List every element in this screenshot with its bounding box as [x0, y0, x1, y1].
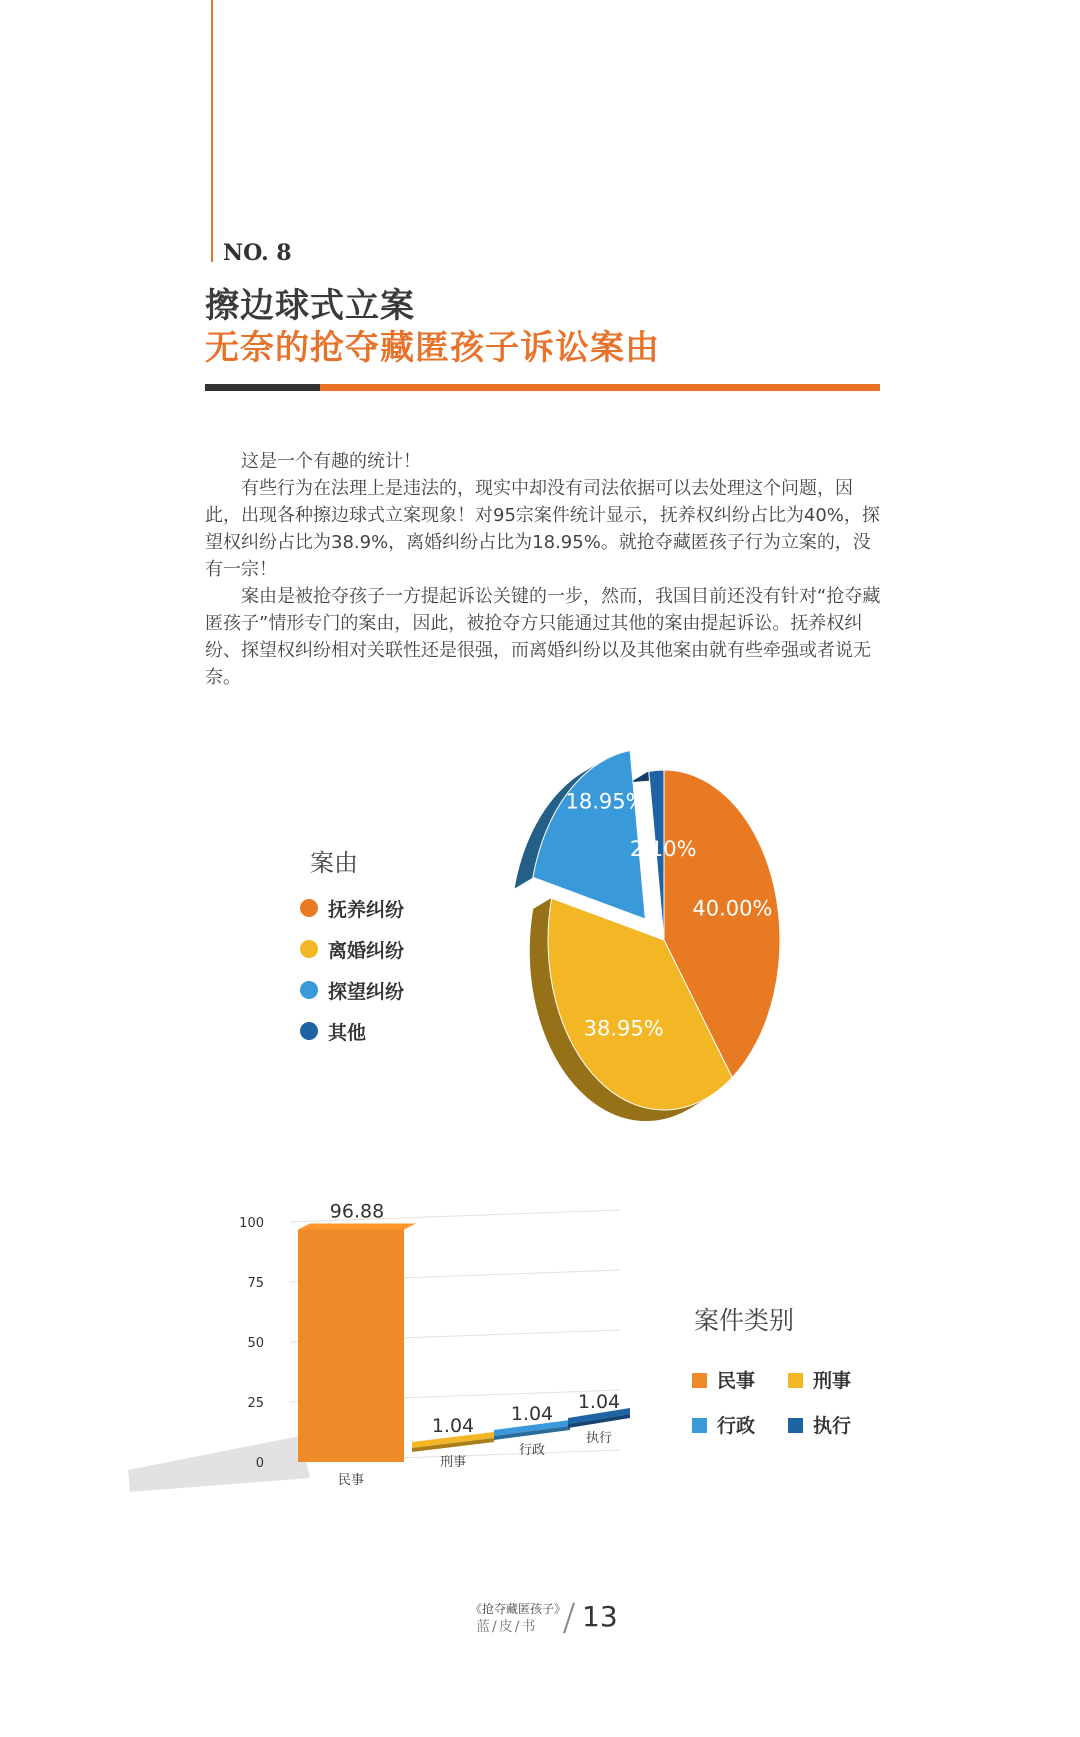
legend-square-icon: [788, 1373, 803, 1388]
bar-top: [298, 1223, 416, 1229]
bar-value-label: 1.04: [577, 1391, 621, 1413]
bar-value-label: 1.04: [431, 1415, 475, 1437]
paragraph-3: 案由是被抢夺孩子一方提起诉讼关键的一步，然而，我国目前还没有针对“抢夺藏匿孩子”情形专门的案由，因此，被抢夺方只能通过其他的案由提起诉讼。抚养权纠纷、探望权纠纷相对关联性还是很强，而离婚纠纷以及其他案由就有些牵强或者说无奈。: [205, 586, 881, 688]
footer-book-title: 《抢夺藏匿孩子》: [470, 1602, 567, 1616]
bar-legend-title: 案件类别: [694, 1306, 795, 1335]
bar: [298, 1229, 404, 1462]
pie-legend-label: 其他: [328, 1022, 367, 1044]
bar-legend-label: 执行: [813, 1415, 852, 1437]
bar-legend-item: [788, 1411, 851, 1438]
legend-square-icon: [692, 1418, 707, 1433]
bar-value-label: 96.88: [329, 1200, 385, 1223]
bar-legend-item: [692, 1411, 755, 1438]
pie-slice-label: 18.95%: [565, 789, 646, 814]
x-tick-label: 民事: [337, 1473, 365, 1488]
y-tick-label: 0: [255, 1456, 264, 1471]
x-tick-label: 行政: [518, 1443, 546, 1458]
bar-legend-label: 民事: [717, 1370, 756, 1392]
pie-legend-title: 案由: [310, 849, 358, 877]
x-tick-label: 刑事: [439, 1455, 467, 1470]
page-subtitle: 无奈的抢夺藏匿孩子诉讼案由: [205, 328, 660, 368]
bar-legend: [692, 1366, 892, 1456]
legend-square-icon: [692, 1373, 707, 1388]
footer-subtitle: 蓝/皮/书: [476, 1619, 538, 1635]
page-footer: [470, 1600, 630, 1640]
page-number: 13: [582, 1600, 618, 1633]
bar-legend-label: 行政: [717, 1415, 756, 1437]
y-tick-label: 25: [247, 1396, 264, 1411]
paragraph-2: 有些行为在法理上是违法的，现实中却没有司法依据可以去处理这个问题，因此，出现各种擦边球式立案现象！对95宗案件统计显示，抚养权纠纷占比为40%，探望权纠纷占比为38.9%，离婚纠纷占比为18.95%。就抢夺藏匿孩子行为立案的，没有一宗！: [205, 478, 880, 580]
bar-legend-label: 刑事: [813, 1370, 852, 1392]
pie-slice-label: 38.95%: [583, 1016, 664, 1041]
bar-legend-item: [788, 1366, 851, 1393]
y-tick-label: 100: [239, 1216, 264, 1231]
y-tick-label: 75: [247, 1276, 264, 1291]
paragraph-1: 这是一个有趣的统计！: [241, 451, 421, 472]
legend-square-icon: [788, 1418, 803, 1433]
pie-slice-label: 2.10%: [629, 837, 697, 861]
pie-legend-label: 抚养纠纷: [328, 899, 405, 921]
pie-legend-label: 探望纠纷: [328, 981, 405, 1003]
floor-shadow: [128, 1436, 310, 1492]
pie-slice-label: 40.00%: [692, 896, 773, 921]
page-title: 擦边球式立案: [205, 286, 415, 326]
y-tick-label: 50: [247, 1336, 264, 1351]
x-tick-label: 执行: [585, 1431, 613, 1446]
pie-legend-label: 离婚纠纷: [328, 940, 405, 962]
bar-legend-item: [692, 1366, 755, 1393]
bar-value-label: 1.04: [510, 1403, 554, 1425]
section-number: NO. 8: [223, 240, 292, 266]
